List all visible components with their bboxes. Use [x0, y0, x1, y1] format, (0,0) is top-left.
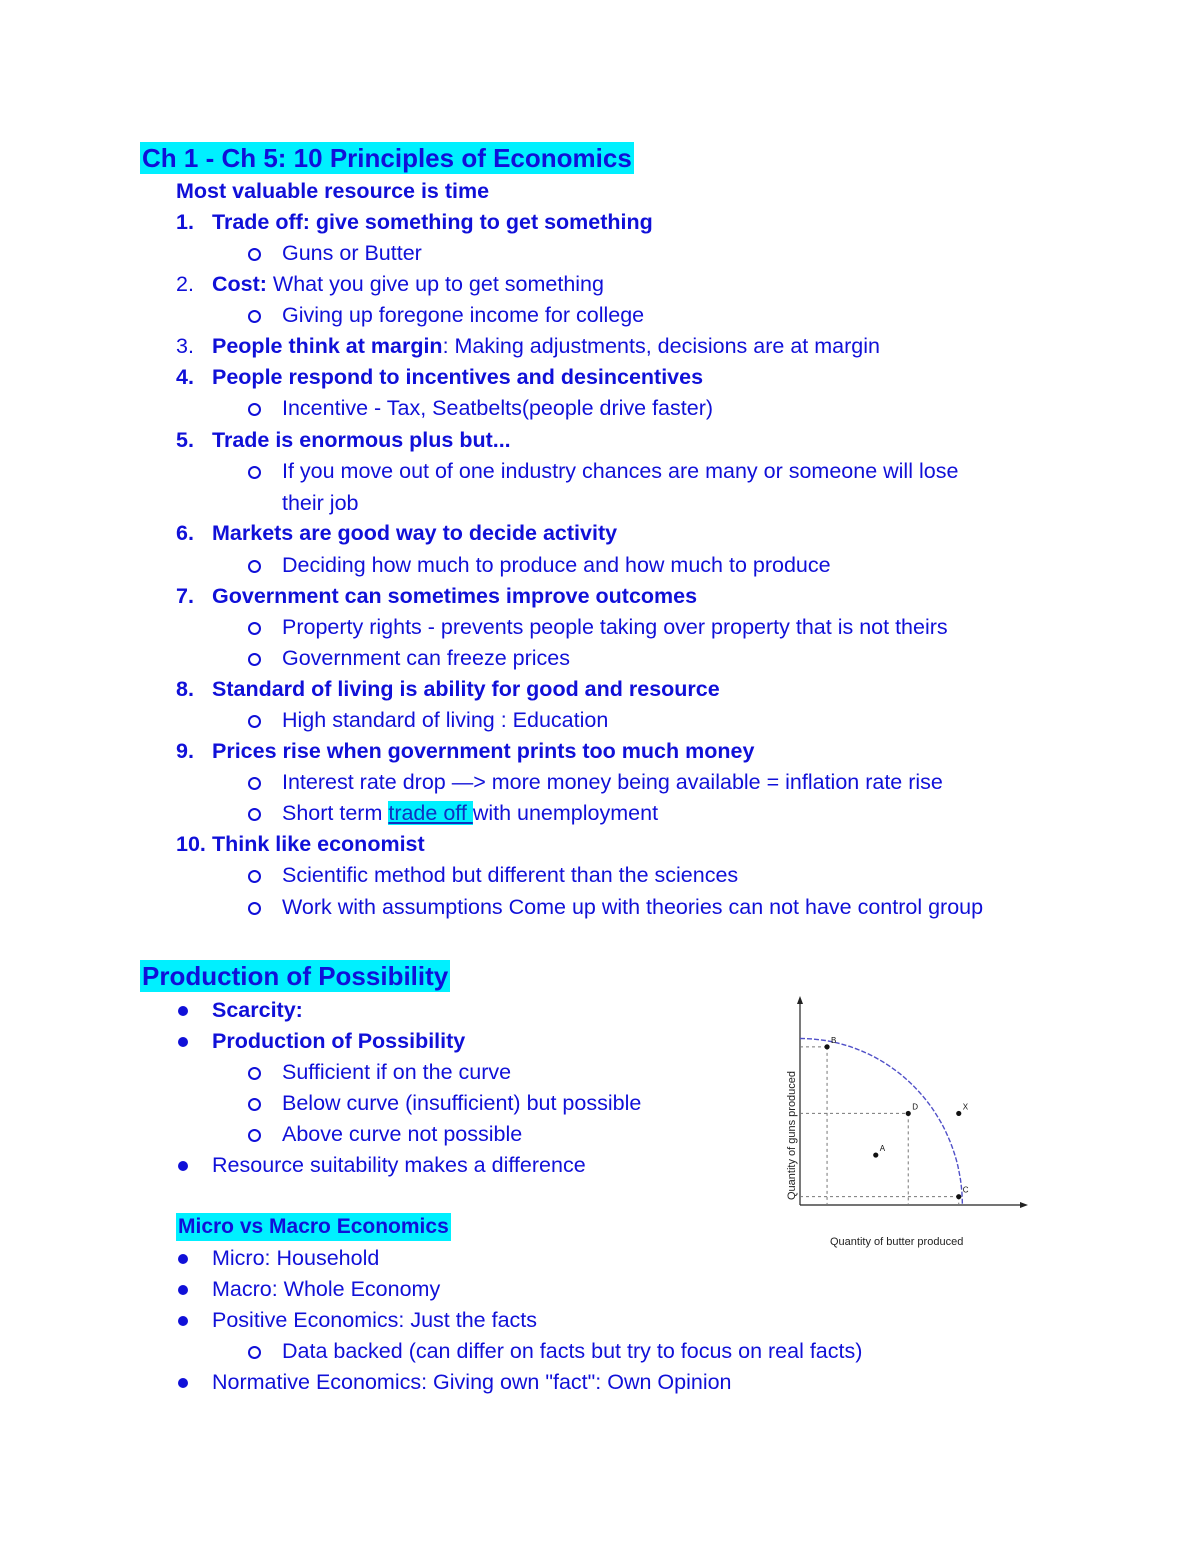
point-c	[956, 1194, 961, 1199]
sub-item: Guns or Butter	[282, 241, 422, 265]
list-item: Normative Economics: Giving own "fact": Own Opinion	[212, 1370, 732, 1394]
x-axis-arrow-icon	[1020, 1202, 1028, 1208]
y-axis-arrow-icon	[797, 996, 803, 1004]
list-item-rest: : Making adjustments, decisions are at margin	[442, 334, 880, 358]
circle-bullet-icon	[248, 715, 261, 728]
circle-bullet-icon	[248, 1098, 261, 1111]
list-item	[212, 270, 604, 298]
sub-item: Deciding how much to produce and how much to produce	[282, 553, 831, 577]
point-x	[956, 1111, 961, 1116]
section-heading-principles: Ch 1 - Ch 5: 10 Principles of Economics	[142, 143, 632, 173]
list-item: Positive Economics: Just the facts	[212, 1308, 538, 1332]
point-label: B	[831, 1035, 837, 1045]
sub-item: If you move out of one industry chances are many or someone will lose	[282, 459, 959, 483]
point-label: A	[879, 1144, 886, 1154]
sub-item-short-term	[282, 799, 658, 827]
list-item-bold: Trade off: give something to get something	[212, 210, 653, 234]
sub-item: Scientific method but different than the sciences	[282, 863, 739, 887]
list-item-bold: Trade is enormous plus but...	[212, 428, 511, 452]
trade-off-link[interactable]: trade off	[388, 801, 473, 825]
circle-bullet-icon	[248, 466, 261, 479]
bullet-icon	[178, 1161, 188, 1171]
list-number: 3.	[176, 334, 194, 358]
list-number: 8.	[176, 677, 194, 701]
intro-line: Most valuable resource is time	[176, 179, 490, 203]
sub-item: Government can freeze prices	[282, 646, 570, 670]
ppf-plot	[797, 996, 1028, 1208]
list-item-bold: Cost:	[212, 272, 267, 296]
section-heading-production: Production of Possibility	[142, 961, 449, 991]
circle-bullet-icon	[248, 1346, 261, 1359]
bullet-icon	[178, 1254, 188, 1264]
list-item-bold: People respond to incentives and desincentives	[212, 365, 704, 389]
list-item-bold: Standard of living is ability for good and resource	[212, 677, 720, 701]
sub-item: Above curve not possible	[282, 1122, 523, 1146]
x-axis-label: Quantity of butter produced	[830, 1236, 964, 1248]
list-number: 1.	[176, 210, 194, 234]
list-number: 7.	[176, 584, 194, 608]
circle-bullet-icon	[248, 560, 261, 573]
ppf-curve	[800, 1039, 962, 1206]
circle-bullet-icon	[248, 310, 261, 323]
point-d	[906, 1111, 911, 1116]
list-item-rest: What you give up to get something	[266, 272, 604, 296]
sub-item: Interest rate drop —> more money being available = inflation rate rise	[282, 770, 943, 794]
list-number: 5.	[176, 428, 194, 452]
circle-bullet-icon	[248, 403, 261, 416]
circle-bullet-icon	[248, 870, 261, 883]
list-item: Micro: Household	[212, 1246, 380, 1270]
circle-bullet-icon	[248, 1067, 261, 1080]
list-item-bold: Prices rise when government prints too much money	[212, 739, 755, 763]
sub-item-continuation: their job	[282, 491, 359, 515]
list-item-bold: Scarcity:	[212, 998, 303, 1022]
sub-item: Incentive - Tax, Seatbelts(people drive faster)	[282, 396, 714, 420]
ppf-chart	[770, 990, 1050, 1250]
list-number: 6.	[176, 521, 194, 545]
text-fragment: with unemployment	[472, 801, 659, 825]
bullet-icon	[178, 1378, 188, 1388]
circle-bullet-icon	[248, 902, 261, 915]
list-item-bold: Think like economist	[212, 832, 425, 856]
y-axis-label: Quantity of guns produced	[786, 1070, 798, 1200]
circle-bullet-icon	[248, 248, 261, 261]
point-a	[873, 1152, 878, 1157]
section-heading-micro-macro: Micro vs Macro Economics	[176, 1213, 451, 1241]
point-b	[824, 1044, 829, 1049]
circle-bullet-icon	[248, 653, 261, 666]
sub-item: High standard of living : Education	[282, 708, 609, 732]
circle-bullet-icon	[248, 808, 261, 821]
list-number: 4.	[176, 365, 194, 389]
list-item-bold: People think at margin	[212, 334, 443, 358]
list-item: Resource suitability makes a difference	[212, 1153, 586, 1177]
sub-item: Sufficient if on the curve	[282, 1060, 512, 1084]
list-item-bold: Government can sometimes improve outcomes	[212, 584, 698, 608]
list-item-bold: Production of Possibility	[212, 1029, 466, 1053]
point-label: X	[962, 1102, 969, 1112]
circle-bullet-icon	[248, 622, 261, 635]
bullet-icon	[178, 1316, 188, 1326]
circle-bullet-icon	[248, 1129, 261, 1142]
bullet-icon	[178, 1006, 188, 1016]
bullet-icon	[178, 1037, 188, 1047]
point-label: C	[962, 1185, 969, 1195]
list-number: 2.	[176, 272, 194, 296]
list-item-bold: Markets are good way to decide activity	[212, 521, 618, 545]
sub-item: Work with assumptions Come up with theories can not have control group	[282, 895, 984, 919]
list-number: 10.	[176, 832, 206, 856]
text-fragment: Short term	[282, 801, 389, 825]
sub-item: Giving up foregone income for college	[282, 303, 645, 327]
circle-bullet-icon	[248, 777, 261, 790]
list-item	[212, 332, 880, 360]
list-item: Macro: Whole Economy	[212, 1277, 441, 1301]
sub-item: Below curve (insufficient) but possible	[282, 1091, 642, 1115]
list-number: 9.	[176, 739, 194, 763]
sub-item: Data backed (can differ on facts but try to focus on real facts)	[282, 1339, 863, 1363]
sub-item: Property rights - prevents people taking over property that is not theirs	[282, 615, 948, 639]
bullet-icon	[178, 1285, 188, 1295]
point-label: D	[912, 1102, 919, 1112]
